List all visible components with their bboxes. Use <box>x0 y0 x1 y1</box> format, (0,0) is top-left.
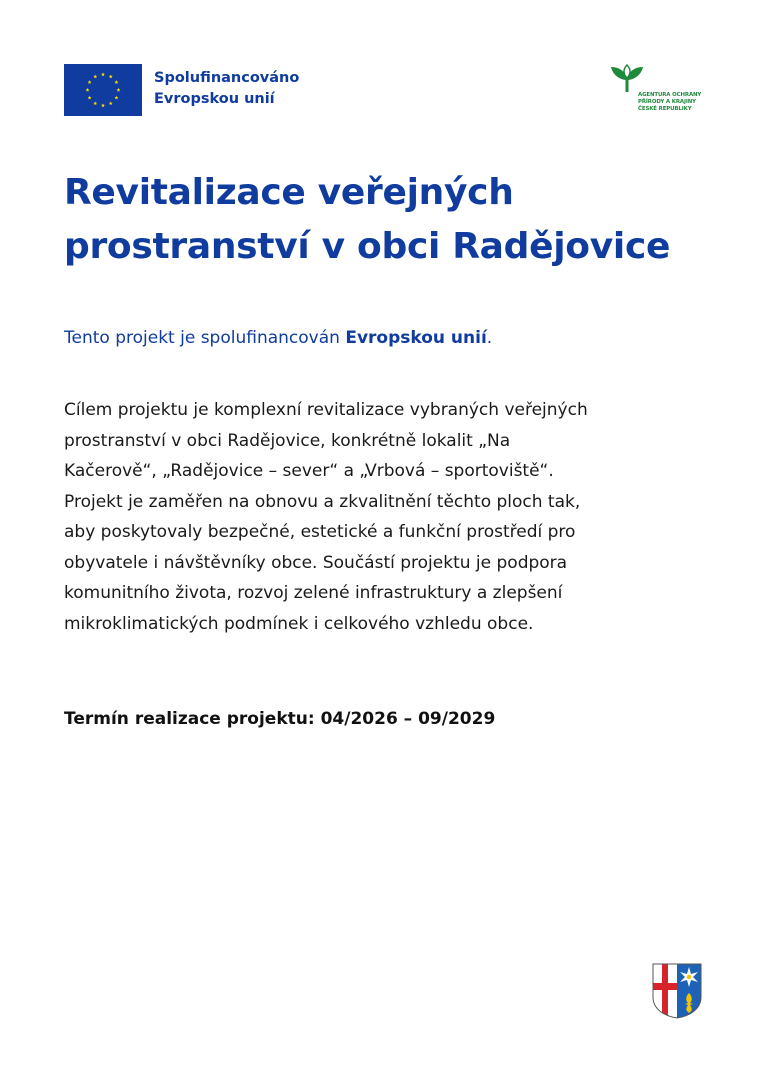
description-line: obyvatele i návštěvníky obce. Součástí projektu je podpora <box>64 552 568 573</box>
cofinancing-bold: Evropskou unií <box>345 328 487 348</box>
agency-line2: PŘÍRODY A KRAJINY <box>638 99 696 105</box>
cofinancing-statement <box>64 325 492 351</box>
description-line: aby poskytovaly bezpečné, estetické a funkční prostředí pro <box>64 522 576 542</box>
aopk-agency-name <box>638 92 718 113</box>
realization-term: Termín realizace projektu: 04/2026 – 09/2029 <box>64 709 496 729</box>
description-line: Kačerově“, „Radějovice – sever“ a „Vrbová – sportoviště“. <box>64 461 554 481</box>
description-line: Cílem projektu je komplexní revitalizace vybraných veřejných <box>64 400 588 420</box>
title-line2: prostranství v obci Radějovice <box>64 226 671 267</box>
title-line1: Revitalizace veřejných <box>64 172 514 213</box>
description-line: Projekt je zaměřen na obnovu a zkvalitnění těchto ploch tak, <box>64 491 581 512</box>
eu-cofinancing-logo-text <box>154 68 299 110</box>
eu-logo-line1: Spolufinancováno <box>154 70 300 86</box>
cofinancing-suffix: . <box>486 328 493 348</box>
eu-flag-icon <box>64 64 142 116</box>
agency-line1: AGENTURA OCHRANY <box>638 92 702 98</box>
description-line: mikroklimatických podmínek i celkového vzhledu obce. <box>64 613 534 634</box>
cofinancing-prefix: Tento projekt je spolufinancován <box>64 328 346 348</box>
page-title <box>64 166 724 274</box>
agency-line3: ČESKÉ REPUBLIKY <box>638 106 692 112</box>
description-line: komunitního života, rozvoj zelené infrastruktury a zlepšení <box>64 583 563 603</box>
coat-of-arms-icon <box>652 963 702 1019</box>
description-line: prostranství v obci Radějovice, konkrétně lokalit „Na <box>64 430 511 451</box>
eu-logo-line2: Evropskou unií <box>154 91 275 107</box>
project-description <box>64 395 704 639</box>
